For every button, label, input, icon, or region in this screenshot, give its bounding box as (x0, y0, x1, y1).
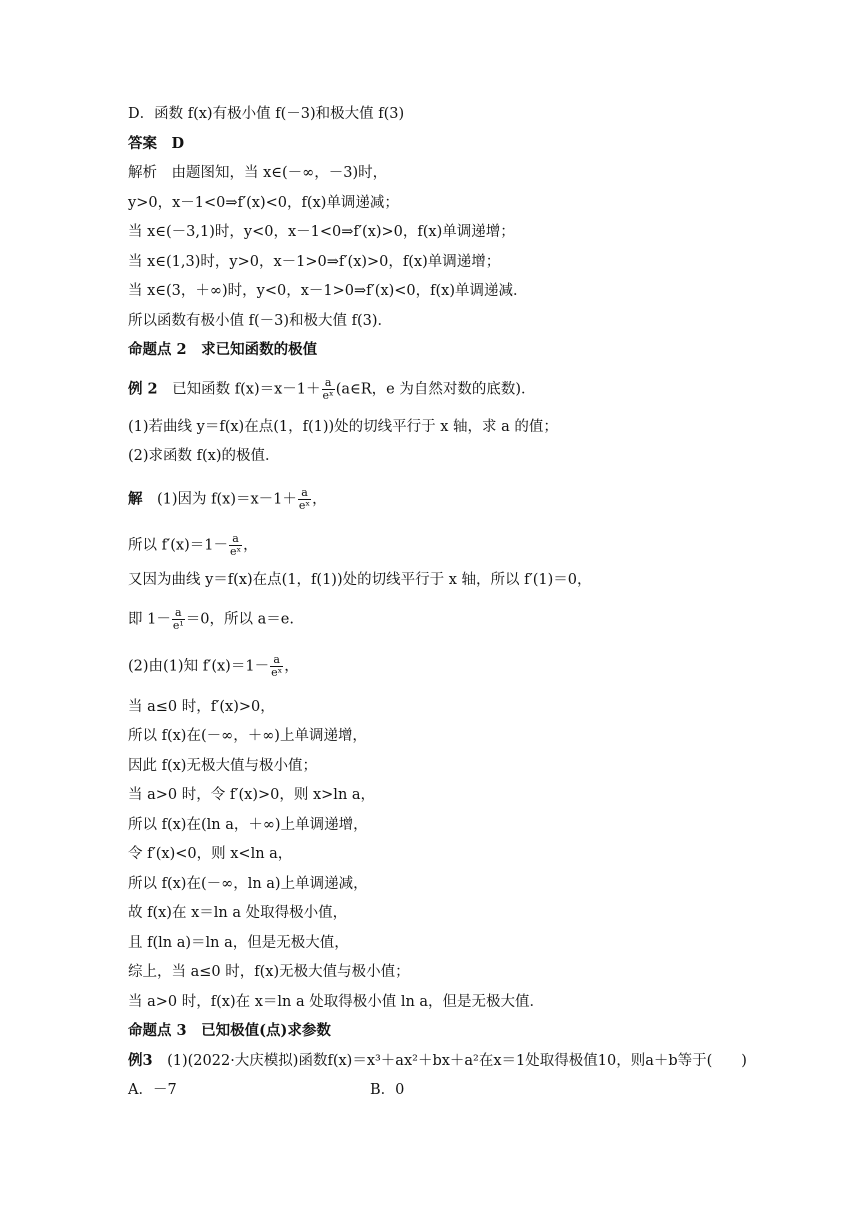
example-label: 例3 (128, 1052, 153, 1069)
solution-line-4: 即 1－ $\frac{a}{\text{e¹}}$ ＝0，所以 a＝e. (128, 606, 294, 632)
solution-line-11: 令 f′(x)<0，则 x<ln a， (128, 846, 293, 862)
solution-line-8: 因此 f(x)无极大值与极小值； (128, 758, 317, 774)
solution-line-13: 故 f(x)在 x＝ln a 处取得极小值， (128, 905, 348, 921)
fraction: $\frac{a}{\text{eˣ}}$ (230, 532, 242, 558)
analysis-line-3: 当 x∈(－3,1)时，y<0，x－1<0⇒f′(x)>0，f(x)单调递增； (128, 224, 515, 240)
example-3-statement: 例3 (1)(2022·大庆模拟)函数f(x)＝x³＋ax²＋bx＋a²在x＝1处取得极值10，则a＋b等于( ) (128, 1052, 747, 1069)
solution-line-14: 且 f(ln a)＝ln a，但是无极大值， (128, 935, 349, 951)
example-2-statement: 例 2 已知函数 f(x)＝x－1＋ $\frac{a}{\text{eˣ}}$ (a∈R，e 为自然对数的底数)． (128, 376, 536, 402)
example-label: 例 2 (128, 380, 158, 398)
option-a: A．－7 (128, 1082, 177, 1098)
fraction: $\frac{a}{\text{eˣ}}$ (298, 486, 311, 512)
analysis-line-4: 当 x∈(1,3)时，y>0，x－1>0⇒f′(x)>0，f(x)单调递增； (128, 254, 501, 270)
fraction: $\frac{a}{\text{eˣ}}$ (322, 376, 334, 402)
solution-line-10: 所以 f(x)在(ln a，＋∞)上单调递增， (128, 817, 368, 833)
analysis-line-2: y>0，x－1<0⇒f′(x)<0，f(x)单调递减； (128, 195, 399, 211)
answer-line: 答案 D (128, 135, 185, 152)
example-2-part-2: (2)求函数 f(x)的极值． (128, 448, 280, 464)
option-d: D．函数 f(x)有极小值 f(－3)和极大值 f(3) (128, 106, 405, 122)
solution-line-16: 当 a>0 时，f(x)在 x＝ln a 处取得极小值 ln a，但是无极大值． (128, 994, 545, 1010)
solution-label: 解 (128, 490, 143, 508)
fraction: $\frac{a}{\text{eˣ}}$ (271, 653, 283, 679)
solution-line-5: (2)由(1)知 f′(x)＝1－ $\frac{a}{\text{eˣ}}$ ， (128, 653, 299, 679)
solution-line-9: 当 a>0 时，令 f′(x)>0，则 x>ln a， (128, 787, 376, 803)
section-heading-3: 命题点 3 已知极值(点)求参数 (128, 1022, 331, 1039)
solution-line-2: 所以 f′(x)＝1－ $\frac{a}{\text{eˣ}}$ ， (128, 532, 258, 558)
analysis-line-5: 当 x∈(3，＋∞)时，y<0，x－1>0⇒f′(x)<0，f(x)单调递减． (128, 283, 528, 299)
option-b: B．0 (370, 1082, 405, 1098)
section-heading-2: 命题点 2 求已知函数的极值 (128, 341, 318, 358)
solution-line-15: 综上，当 a≤0 时，f(x)无极大值与极小值； (128, 964, 410, 980)
solution-line-3: 又因为曲线 y＝f(x)在点(1，f(1))处的切线平行于 x 轴，所以 f′(1)＝0， (128, 572, 592, 588)
fraction: $\frac{a}{\text{e¹}}$ (172, 606, 184, 632)
example-2-part-1: (1)若曲线 y＝f(x)在点(1，f(1))处的切线平行于 x 轴，求 a 的值； (128, 419, 558, 435)
analysis-line-1: 解析 由题图知，当 x∈(－∞，－3)时， (128, 165, 388, 181)
solution-line-6: 当 a≤0 时，f′(x)>0， (128, 699, 275, 715)
analysis-conclusion: 所以函数有极小值 f(－3)和极大值 f(3)． (128, 313, 393, 329)
solution-line-7: 所以 f(x)在(－∞，＋∞)上单调递增， (128, 728, 367, 744)
solution-line-12: 所以 f(x)在(－∞，ln a)上单调递减， (128, 876, 368, 892)
solution-line-1: 解 (1)因为 f(x)＝x－1＋ $\frac{a}{\text{eˣ}}$ ， (128, 486, 327, 512)
